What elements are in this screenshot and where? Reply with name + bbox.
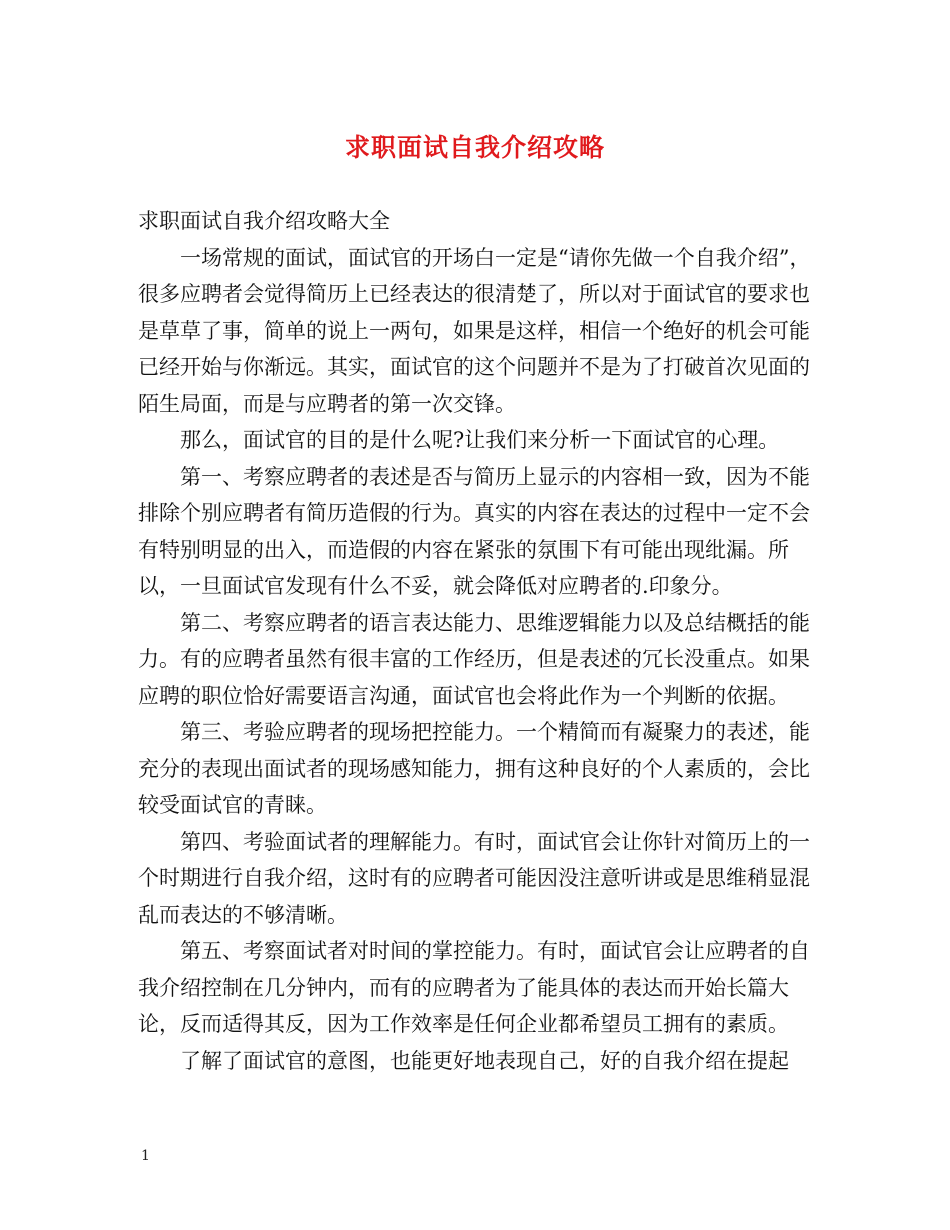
paragraph-question: 那么，面试官的目的是什么呢?让我们来分析一下面试官的心理。 bbox=[180, 428, 780, 452]
document-body bbox=[138, 203, 818, 1079]
paragraph-point-1: 第一、考察应聘者的表述是否与简历上显示的内容相一致，因为不能排除个别应聘者有简历造假的行为。真实的内容在表达的过程中一定不会有特别明显的出入，而造假的内容在紧张的氛围下有可能出现纰漏。所以，一旦面试官发现有什么不妥，就会降低对应聘者的.印象分。 bbox=[138, 464, 810, 598]
paragraph-point-2: 第二、考察应聘者的语言表达能力、思维逻辑能力以及总结概括的能力。有的应聘者虽然有很丰富的工作经历，但是表述的冗长没重点。如果应聘的职位恰好需要语言沟通，面试官也会将此作为一个判断的依据。 bbox=[138, 610, 810, 708]
document-title: 求职面试自我介绍攻略 bbox=[344, 133, 605, 162]
document-subtitle: 求职面试自我介绍攻略大全 bbox=[138, 209, 390, 233]
paragraph-point-4: 第四、考验面试者的理解能力。有时，面试官会让你针对简历上的一个时期进行自我介绍，这时有的应聘者可能因没注意听讲或是思维稍显混乱而表达的不够清晰。 bbox=[138, 829, 810, 927]
paragraph-conclusion: 了解了面试官的意图，也能更好地表现自己，好的自我介绍在提起 bbox=[180, 1048, 789, 1073]
page-number: 1 bbox=[141, 1148, 150, 1164]
paragraph-point-3: 第三、考验应聘者的现场把控能力。一个精简而有凝聚力的表述，能充分的表现出面试者的现场感知能力，拥有这种良好的个人素质的，会比较受面试官的青睐。 bbox=[138, 720, 810, 817]
paragraph-point-5: 第五、考察面试者对时间的掌控能力。有时，面试官会让应聘者的自我介绍控制在几分钟内，而有的应聘者为了能具体的表达而开始长篇大论，反而适得其反，因为工作效率是任何企业都希望员工拥有的素质。 bbox=[138, 939, 810, 1036]
paragraph-intro: 一场常规的面试，面试官的开场白一定是“请你先做一个自我介绍”，很多应聘者会觉得简历上已经表达的很清楚了，所以对于面试官的要求也是草草了事，简单的说上一两句，如果是这样，相信一个绝好的机会可能已经开始与你渐远。其实，面试官的这个问题并不是为了打破首次见面的陌生局面，而是与应聘者的第一次交锋。 bbox=[138, 245, 811, 416]
